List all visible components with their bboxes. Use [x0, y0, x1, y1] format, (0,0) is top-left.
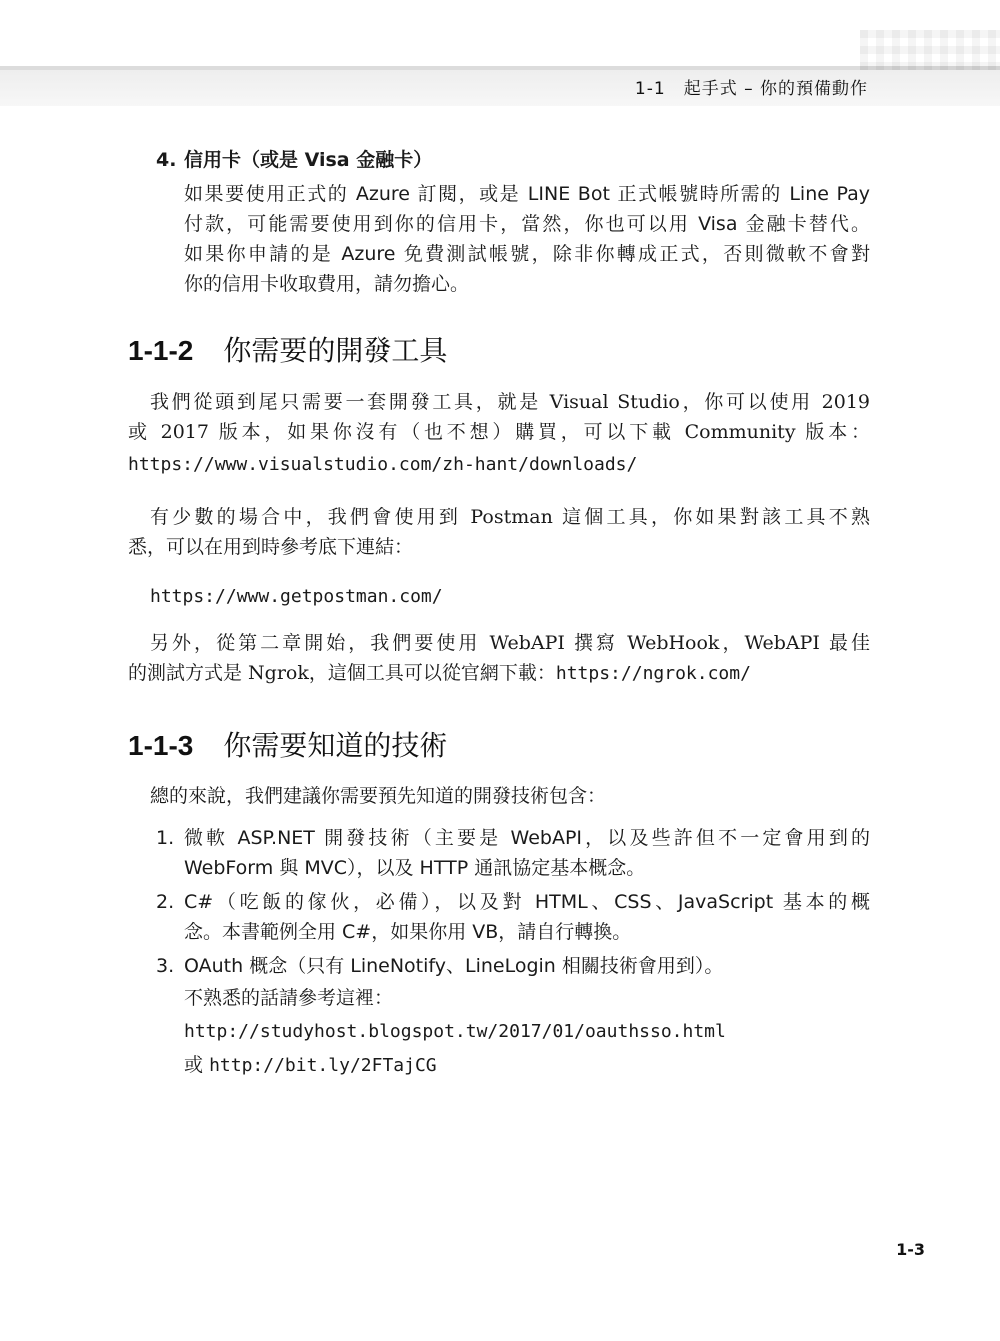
item-4-heading: [128, 145, 870, 175]
item-4-title: 信用卡（或是 Visa 金融卡）: [184, 149, 433, 171]
dev-tools-paragraph: [128, 387, 870, 483]
section-heading: [128, 333, 447, 369]
paragraph-line: 或 2017 版本，如果你沒有（也不想）購買，可以下載 Community 版本：: [128, 421, 870, 443]
list-item-number: 2.: [156, 891, 175, 913]
list-item-line: WebForm 與 MVC），以及 HTTP 通訊協定基本概念。: [184, 857, 646, 879]
list-item-line: 不熟悉的話請參考這裡：: [184, 987, 394, 1009]
paragraph-line: 另外，從第二章開始，我們要使用 WebAPI 撰寫 WebHook，WebAPI 最佳: [150, 632, 870, 654]
list-item-text: C#（吃飯的傢伙，必備），以及對 HTML、CSS、JavaScript 基本的概: [184, 891, 870, 913]
visualstudio-link[interactable]: https://www.visualstudio.com/zh-hant/downloads/: [128, 454, 638, 475]
list-item-line: 念。本書範例全用 C#，如果你用 VB，請自行轉換。: [184, 921, 632, 943]
postman-paragraph: [128, 502, 870, 562]
tech-list: [156, 823, 870, 1082]
oauth-link-1[interactable]: http://studyhost.blogspot.tw/2017/01/oauthsso.html: [184, 1021, 726, 1042]
list-item-text: 微軟 ASP.NET 開發技術（主要是 WebAPI，以及些許但不一定會用到的: [184, 827, 870, 849]
item-4-body: [128, 179, 870, 299]
tech-intro: [150, 781, 892, 811]
section-number: 1-1-2: [128, 335, 194, 366]
section-title: 你需要的開發工具: [223, 334, 448, 367]
list-item-line: [156, 823, 870, 853]
list-item-number: 3.: [156, 955, 175, 977]
list-item-number: 1.: [156, 827, 175, 849]
list-item-line: [156, 887, 870, 917]
item-4: [128, 145, 870, 299]
ngrok-link[interactable]: https://ngrok.com/: [555, 663, 751, 684]
running-head: 1-1 起手式 – 你的預備動作: [634, 79, 868, 99]
page-number: 1-3: [896, 1240, 925, 1259]
list-item-line: [156, 951, 870, 981]
item-4-line: 付款，可能需要使用到你的信用卡，當然，你也可以用 Visa 金融卡替代。: [184, 213, 870, 235]
ngrok-text: 的測試方式是 Ngrok，這個工具可以從官網下載：: [128, 662, 556, 684]
section-heading: [128, 728, 447, 764]
postman-url-block: [150, 582, 892, 612]
paragraph-line: 總的來說，我們建議你需要預先知道的開發技術包含：: [150, 785, 607, 807]
list-item: [156, 823, 870, 883]
list-item: [156, 887, 870, 947]
paragraph-line: [128, 658, 870, 689]
header-decoration: [860, 30, 1000, 70]
section-title: 你需要知道的技術: [223, 729, 448, 762]
item-4-number: 4.: [156, 149, 177, 171]
paragraph-line: 我們從頭到尾只需要一套開發工具，就是 Visual Studio，你可以使用 2019: [150, 391, 870, 413]
section-number: 1-1-3: [128, 730, 194, 761]
list-item: [156, 951, 870, 1082]
item-4-line: 你的信用卡收取費用，請勿擔心。: [184, 273, 470, 295]
list-item-text: OAuth 概念（只有 LineNotify、LineLogin 相關技術會用到）。: [184, 955, 724, 977]
list-item-line: [156, 1049, 870, 1082]
paragraph-line: 有少數的場合中，我們會使用到 Postman 這個工具，你如果對該工具不熟: [150, 506, 870, 528]
item-4-line: 如果要使用正式的 Azure 訂閱，或是 LINE Bot 正式帳號時所需的 Line Pay: [184, 183, 870, 205]
oauth-link-2[interactable]: http://bit.ly/2FTajCG: [209, 1055, 437, 1076]
item-4-line: 如果你申請的是 Azure 免費測試帳號，除非你轉成正式，否則微軟不會對: [184, 243, 870, 265]
or-text: 或: [184, 1054, 204, 1076]
postman-link[interactable]: https://www.getpostman.com/: [150, 586, 443, 607]
ngrok-paragraph: [128, 628, 870, 689]
paragraph-line: 悉，可以在用到時參考底下連結：: [128, 536, 414, 558]
